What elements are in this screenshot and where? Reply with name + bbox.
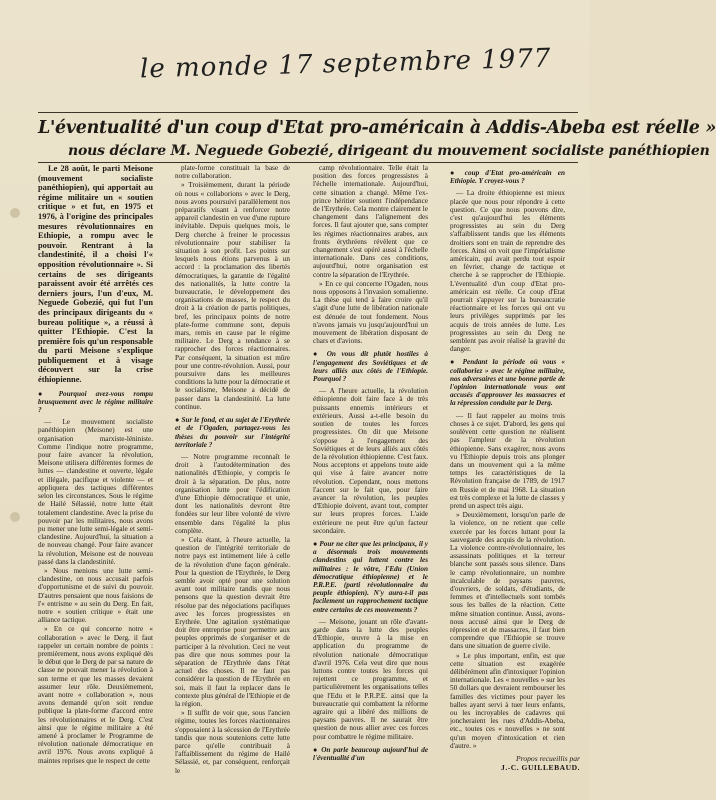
headline: L'éventualité d'un coup d'Etat pro-américain à Addis-Abeba est réelle »: [38, 118, 716, 138]
article-paragraph: camp révolutionnaire. Telle était la position des forces progressistes à l'échelle internationale. Aujourd'hui, cette situation a changé. Même l'ex-prince héritier soutient l'indépendance de l'Erythrée. Cela montre clairement le changement dans l'alignement des forces. Il faut ajouter que, sans compter les régimes réactionnaires arabes, aux fronts érythréens révèlent que ce changement s'est opéré aussi à l'échelle internationale. Dans ces conditions, aujourd'hui, notre organisation est contre la séparation de l'Erythrée.: [313, 164, 428, 279]
article-paragraph: — Le mouvement socialiste panéthiopien (Meisone) est une organisation marxiste-léniniste. Comme l'indique notre programme, pour faire avancer la révolution, Meisone utilisera différentes formes de luttes — clandestine et ouverte, légale et illégale, pacifique et violente — et appliquera des tactiques différentes selon les circonstances. Sous le régime de Hailé Sélassié, notre lutte était totalement clandestine. Avec la prise du pouvoir par les militaires, nous avons pu mener une lutte semi-légale et semi-clandestine. Aujourd'hui, la situation a de nouveau changé. Pour faire avancer la révolution, Meisone est de nouveau passé dans la clandestinité.: [38, 418, 153, 566]
article-column-4: [450, 164, 565, 776]
article-paragraph: — Il faut rappeler au moins trois choses à ce sujet. D'abord, les gens qui soulèvent cette question ne réalisent pas l'ampleur de la révolution éthiopienne. Sans exagérer, nous avons vu l'Ethiopie depuis trois ans plonger dans un mouvement qui a la même temps les caractéristiques de la Révolution française de 1789, de 1917 en Russie et de mai 1968. La situation est très complexe et la lutte de classes y prend un aspect très aigu.: [450, 411, 565, 510]
interview-question: ● On vous dit plutôt hostiles à l'engagement des Soviétiques et de leurs alliés aux côtés de l'Ethiopie. Pourquoi ?: [313, 350, 429, 384]
interview-question: ● Sur le fond, et au sujet de l'Erythrée et de l'Ogaden, partagez-vous les thèses du pouvoir sur l'intégrité territoriale ?: [175, 416, 291, 449]
article-paragraph: » Nous menions une lutte semi-clandestine, on nous accusait parfois d'opportunisme et de suivi du pouvoir. D'autres pensaient que nous faisions de l'« entrisme » au sein du Derg. En fait, notre « soutien critique » était une alliance tactique.: [38, 566, 153, 625]
article-paragraph: » Cela étant, à l'heure actuelle, la question de l'intégrité territoriale de notre pays est intimement liée à celle de la révolution d'une façon générale. Pour la question de l'Erythrée, le Derg semble avoir opté pour une solution avant tout militaire tandis que nous pensons que la question devrait être résolue par des négociations pacifiques avec les forces progressistes en Erythrée. Une agitation systématique doit être entreprise pour permettre aux peuples opprimés de s'organiser et de participer à la révolution. Ceci ne veut pas dire que nous sommes pour la séparation de l'Erythrée dans l'état actuel des choses. Il ne faut pas considérer la question de l'Erythrée en soi, mais il faut la replacer dans le contexte plus général de l'Ethiopie et de la région.: [175, 535, 290, 708]
bullet-icon: ●: [313, 745, 322, 754]
header-rule: [38, 162, 578, 163]
byline: [470, 754, 580, 772]
article-paragraph: » Il suffit de voir que, sous l'ancien régime, toutes les forces réactionnaires s'opposaient à la sécession de l'Erythrée tandis que nous soutenions cette lutte parce qu'elle contribuait à l'affaiblissement du régime de Hailé Sélassié, et, par conséquent, renforçait le: [175, 709, 290, 775]
bullet-icon: ●: [450, 169, 465, 177]
article-paragraph: » Troisièmement, durant la période où nous « collaborions » avec le Derg, nous avons poursuivi parallèlement nos préparatifs visant à renforcer notre appareil clandestin en vue d'une rupture inévitable. Depuis quelques mois, le Derg cherche à freiner le processus révolutionnaire pour stabiliser la situation à son profit. Les points sur lesquels nous étions parvenus à un accord : la proclamation des libertés démocratiques, la garantie de l'égalité des nationalités, la lutte contre la bureaucratie, le développement des organisations de masses, le respect du droit à la création de partis politiques, bref, les principaux points de notre plate-forme commune sont, depuis mars, remis en cause par le régime militaire. Le Derg a tendance à se rapprocher des forces réactionnaires. Par conséquent, la situation est mûre pour une contre-révolution. Aussi, pour poursuivre dans les meilleures conditions la lutte pour la démocratie et le socialisme, Meisone a décidé de passer dans la clandestinité. La lutte continue.: [175, 181, 290, 411]
interview-question: ● Pour ne citer que les principaux, il y a désormais trois mouvements clandestins qui luttent contre les militaires : le vôtre, l'Edu (Union démocratique éthiopienne) et le P.R.P.E. (parti révolutionnaire du peuple éthiopien). N'y aura-t-il pas facilement un rapprochement tactique entre certains de ces mouvements ?: [313, 539, 429, 614]
article-column-2: [175, 164, 290, 776]
punch-hole: [10, 512, 20, 522]
bullet-icon: ●: [38, 389, 59, 398]
bullet-icon: ●: [175, 416, 182, 425]
subheadline: nous déclare M. Neguede Gobezié, dirigeant du mouvement socialiste panéthiopien: [68, 143, 710, 159]
byline-intro: Propos recueillis par: [516, 754, 580, 763]
bullet-icon: ●: [313, 350, 327, 359]
bullet-icon: ●: [450, 358, 463, 367]
punch-hole: [10, 208, 20, 218]
article-paragraph: plate-forme constituait la base de notre collaboration.: [175, 164, 290, 181]
handwritten-date-note: le monde 17 septembre 1977: [139, 43, 552, 85]
article-paragraph: — La droite éthiopienne est mieux placée que nous pour répondre à cette question. Ce que nous pouvons dire, c'est qu'aujourd'hui les éléments progressistes au sein du Derg s'affaiblissent tandis que les éléments droitiers sont en train de reprendre des forces. Ainsi on voit que l'impérialisme américain, qui avait perdu tout espoir en février, change de tactique et cherche à se rapprocher de l'Ethiopie. L'éventualité d'un coup d'Etat pro-américain est réelle. Ce coup d'Etat pourrait s'appuyer sur la bureaucratie réactionnaire et les forces qui ont vu leurs privilèges supprimés par les acquis de trois années de lutte. Les progressistes au sein du Derg ne semblent pas avoir réalisé la gravité du danger.: [450, 189, 565, 354]
article-paragraph: » En ce qui concerne notre « collaboration » avec le Derg, il faut rappeler un certain nombre de points : premièrement, nous avons expliqué dès le début que le Derg de par sa nature de classe ne pouvait mener la révolution à son terme et que les masses devaient assumer leur rôle. Deuxièmement, avant notre « collaboration », nous avons demandé qu'on soit rendue publique la plate-forme d'accord entre les révolutionnaires et le Derg. C'est ainsi que le régime militaire a été amené à proclamer le Programme de révolution nationale démocratique en avril 1976. Nous avons expliqué à maintes reprises que le respect de cette: [38, 625, 153, 765]
article-lead: Le 28 août, le parti Meisone (mouvement socialiste panéthiopien), qui apportait au régime militaire un « soutien critique » et fut, en 1975 et 1976, à l'origine des principales mesures révolutionnaires en Ethiopie, a rompu avec le pouvoir. Rentrant à la clandestinité, il a choisi l'« opposition révolutionnaire ». Si certains de ses dirigeants paraissent avoir été arrêtés ces derniers jours, l'un d'eux, M. Neguede Gobezié, qui fut l'un des principaux dirigeants du « bureau politique », a réussi à quitter l'Ethiopie. C'est la première fois qu'un responsable du parti Meisone s'explique publiquement et à visage découvert sur la crise éthiopienne.: [38, 164, 153, 385]
interview-question: ● Pourquoi avez-vous rompu brusquement avec le régime militaire ?: [38, 389, 154, 415]
article-paragraph: » Deuxièmement, lorsqu'on parle de la violence, on ne retient que celle exercée par les forces luttant pour la sauvegarde des acquis de la révolution. La violence contre-révolutionnaire, les assassinats politiques et la terreur blanche sont passés sous silence. Dans le camp révolutionnaire, un nombre incalculable de paysans pauvres, d'ouvriers, de soldats, d'étudiants, de femmes et d'intellectuels sont tombés sous les balles de la réaction. Cette même situation continue. Aussi, avons-nous accusé ainsi que le Derg de répression et de massacres, il faut bien comprendre que l'Ethiopie se trouve dans une situation de guerre civile.: [450, 511, 565, 651]
interview-question: ● coup d'Etat pro-américain en Ethiopie. Y croyez-vous ?: [450, 169, 565, 186]
article-column-1: [38, 164, 153, 776]
byline-author: J.-C. GUILLEBAUD.: [501, 763, 580, 772]
article-paragraph: — A l'heure actuelle, la révolution éthiopienne doit faire face à de très puissants ennemis intérieurs et extérieurs. Aussi a-t-elle besoin du soutien de toutes les forces progressistes. On dit que Meisone s'oppose à l'engagement des Soviétiques et de leurs alliés aux côtés de la révolution éthiopienne. C'est faux. Nous acceptons et appelons toute aide qui vise à faire avancer notre révolution. Cependant, nous mettons l'accent sur le fait que, pour faire avancer la révolution, les peuples d'Ethiopie doivent, avant tout, compter sur leurs propres forces. L'aide extérieure ne peut être qu'un facteur secondaire.: [313, 387, 428, 535]
article-column-3: [313, 164, 428, 776]
article-paragraph: » En ce qui concerne l'Ogaden, nous nous opposons à l'invasion somalienne. La thèse qui tend à faire croire qu'il s'agit d'une lutte de libération nationale est dénuée de tout fondement. Nous n'avons jamais vu jusqu'aujourd'hui un mouvement de libération disposant de chars et d'avions.: [313, 279, 428, 346]
interview-question: ● On parle beaucoup aujourd'hui de l'éventualité d'un: [313, 745, 429, 763]
article-body: [38, 164, 578, 776]
article-paragraph: — Notre programme reconnaît le droit à l'autodétermination des nationalités d'Ethiopie, y compris le droit à la séparation. De plus, notre organisation lutte pour l'édification d'une Ethiopie démocratique et unie, dont les nationalités devront être fondées sur leur libre volonté de vivre ensemble dans l'égalité la plus complète.: [175, 452, 290, 535]
bullet-icon: ●: [313, 539, 320, 548]
article-paragraph: » Le plus important, enfin, est que cette situation est exagérée délibérément afin d'intoxiquer l'opinion internationale. Les « nouvelles » sur les 50 dollars que devraient rembourser les familles des victimes pour payer les balles ayant servi à tuer leurs enfants, ou les incroyables de cadavres qui joncheraient les rues d'Addis-Abeba, etc., toutes ces « nouvelles » ne sont qu'un moyen d'intoxication et rien d'autre. »: [450, 651, 565, 750]
top-rule: [38, 112, 578, 113]
article-paragraph: — Meisone, jouant un rôle d'avant-garde dans la lutte des peuples d'Ethiopie, œuvre à la mise en application du programme de révolution nationale démocratique d'avril 1976. Cela veut dire que nous luttons contre toutes les forces qui rejettent ce programme, et particulièrement les organisations telles que l'Edu et le P.R.P.E. ainsi que la bureaucratie qui combattent la réforme agraire qui a libéré des millions de paysans pauvres. Il ne saurait être question de nous allier avec ces forces pour combattre le régime militaire.: [313, 617, 428, 741]
interview-question: ● Pendant la période où vous « collaboriez » avec le régime militaire, nos adversaires et une bonne partie de l'opinion internationale vous ont accusés d'approuver les massacres et la répression conduite par le Derg.: [450, 358, 565, 408]
